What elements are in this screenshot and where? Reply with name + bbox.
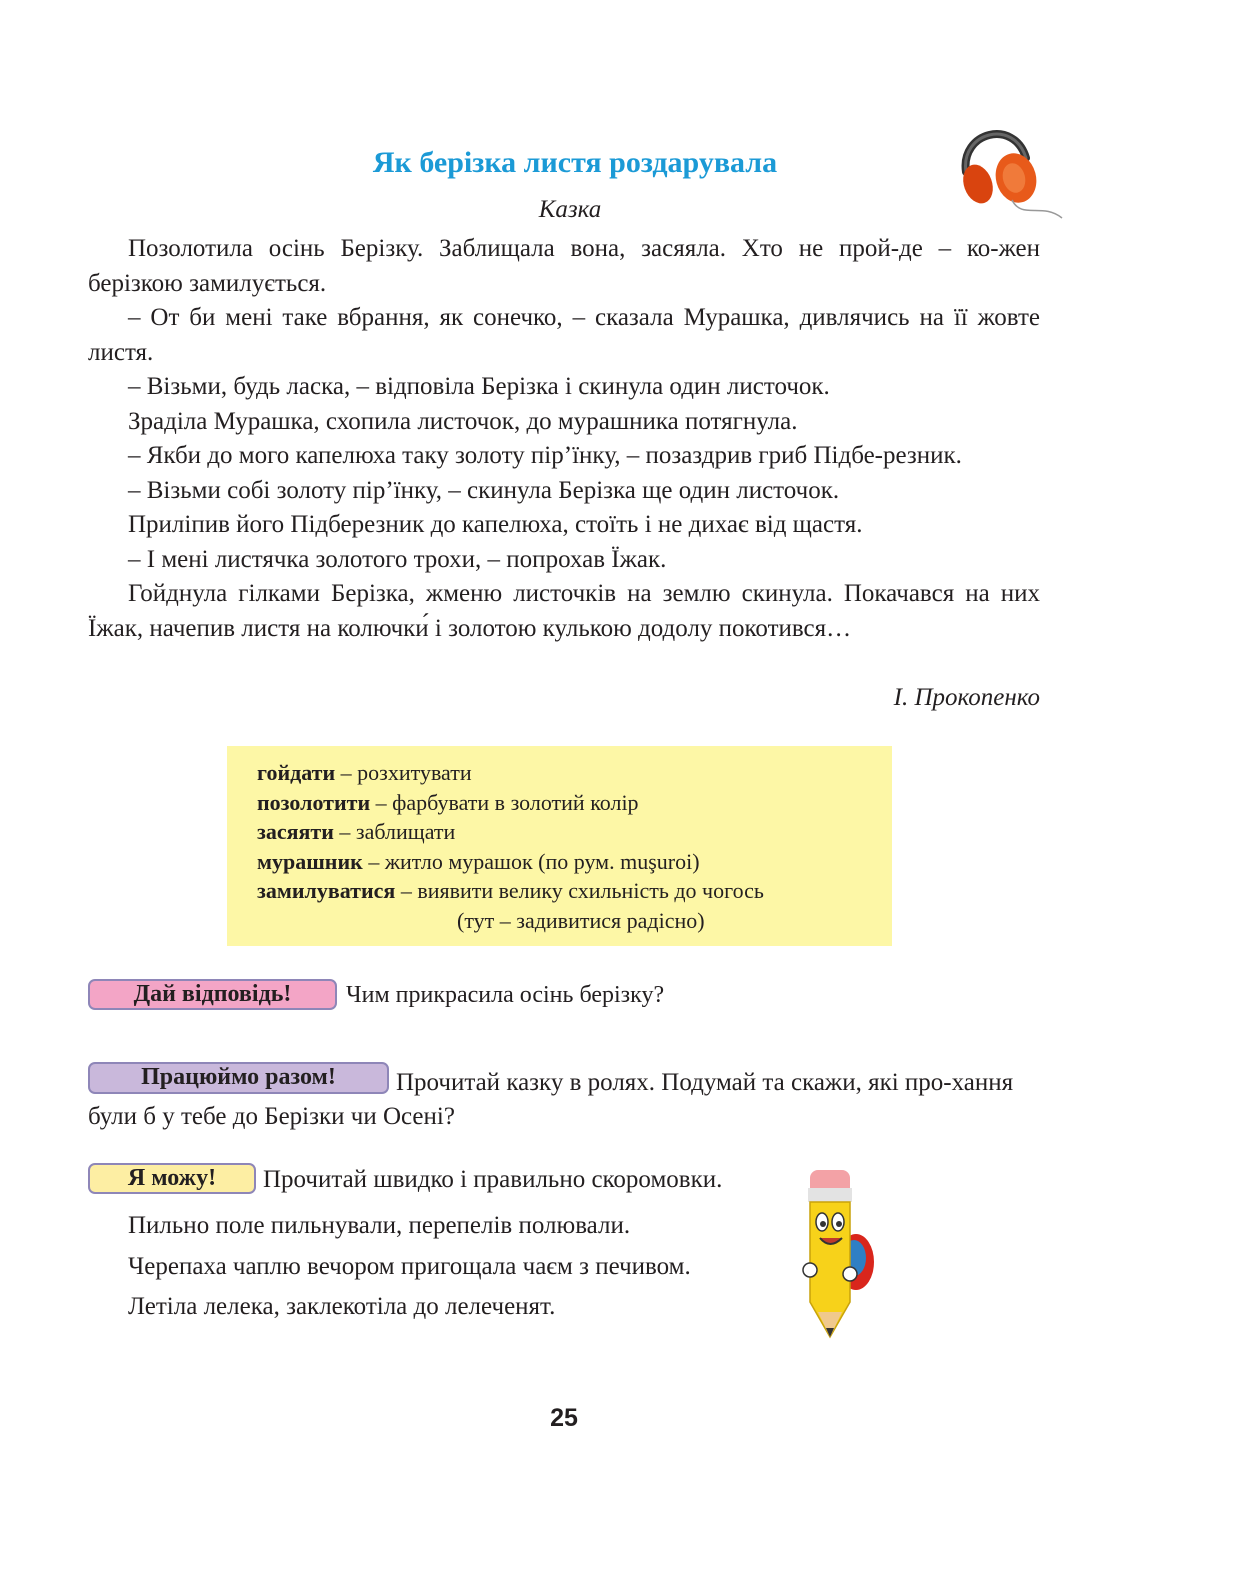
story-paragraph: Приліпив його Підберезник до капелюха, стоїть і не дихає від щастя. — [128, 511, 863, 538]
glossary-entry — [257, 788, 892, 818]
answer-label: Дай відповідь! — [88, 979, 337, 1010]
can-label: Я можу! — [88, 1163, 256, 1194]
story-paragraph: Зраділа Мурашка, схопила листочок, до мурашника потягнула. — [128, 407, 798, 435]
glossary-term: мурашник — [257, 848, 363, 874]
answer-question: Чим прикрасила осінь берізку? — [346, 982, 665, 1008]
story-paragraph: – От би мені таке вбрання, як сонечко, – сказала Мурашка, дивлячись на її жовте листя. — [88, 304, 1040, 366]
story-paragraph: – І мені листячка золотого трохи, – попрохав Їжак. — [128, 545, 667, 573]
glossary-definition: – розхитувати — [335, 760, 472, 785]
story-text — [88, 232, 1040, 646]
story-title: Як берізка листя роздарувала — [372, 146, 778, 179]
glossary-term: позолотити — [257, 789, 371, 815]
tongue-twister: Черепаха чаплю вечором пригощала чаєм з печивом. — [128, 1253, 691, 1280]
story-paragraph: – Якби до мого капелюха таку золоту пір’їнку, – позаздрив гриб Підбе-резник. — [128, 442, 962, 469]
glossary-entry — [257, 817, 892, 847]
story-paragraph: – Візьми собі золоту пір’їнку, – скинула Берізка ще один листочок. — [128, 476, 840, 504]
glossary-definition: – заблищати — [333, 819, 456, 844]
story-paragraph: – Візьми, будь ласка, – відповіла Берізка і скинула один листочок. — [128, 373, 830, 400]
glossary-term: гойдати — [257, 760, 336, 785]
glossary-term: засяяти — [257, 819, 334, 844]
glossary-definition: – виявити велику схильність до чогось — [395, 878, 764, 903]
can-task: Прочитай швидко і правильно скоромовки. — [263, 1166, 723, 1193]
glossary-term: замилуватися — [257, 878, 396, 903]
glossary-definition: – житло мурашок (по рум. muşuroi) — [362, 848, 700, 874]
story-genre: Казка — [538, 196, 602, 223]
glossary-entry — [257, 876, 892, 906]
story-paragraph: Гойднула гілками Берізка, жменю листочків на землю скинула. Покачався на них Їжак, начепив листя на колючки́ і золотою кулькою додолу покотився… — [88, 580, 1040, 642]
tongue-twister: Летіла лелека, заклекотіла до лелеченят. — [128, 1293, 556, 1320]
together-label: Працюймо разом! — [88, 1062, 389, 1094]
glossary-box — [227, 746, 892, 946]
story-paragraph: Позолотила осінь Берізку. Заблищала вона, засяяла. Хто не прой-де – ко-жен берізкою замилується. — [88, 235, 1040, 297]
page-number: 25 — [550, 1404, 578, 1432]
glossary-entry — [257, 758, 892, 788]
story-author: І. Прокопенко — [893, 684, 1040, 711]
glossary-entry — [257, 847, 892, 877]
pencil-mascot-icon — [796, 1162, 880, 1340]
tongue-twister: Пильно поле пильнували, перепелів полювали. — [128, 1212, 631, 1239]
glossary-note: (тут – задивитися радісно) — [457, 907, 705, 933]
glossary-definition: – фарбувати в золотий колір — [370, 789, 639, 815]
together-task: Прочитай казку в ролях. Подумай та скажи, які про-хання були б у тебе до Берізки чи Осені? — [88, 1069, 1014, 1130]
